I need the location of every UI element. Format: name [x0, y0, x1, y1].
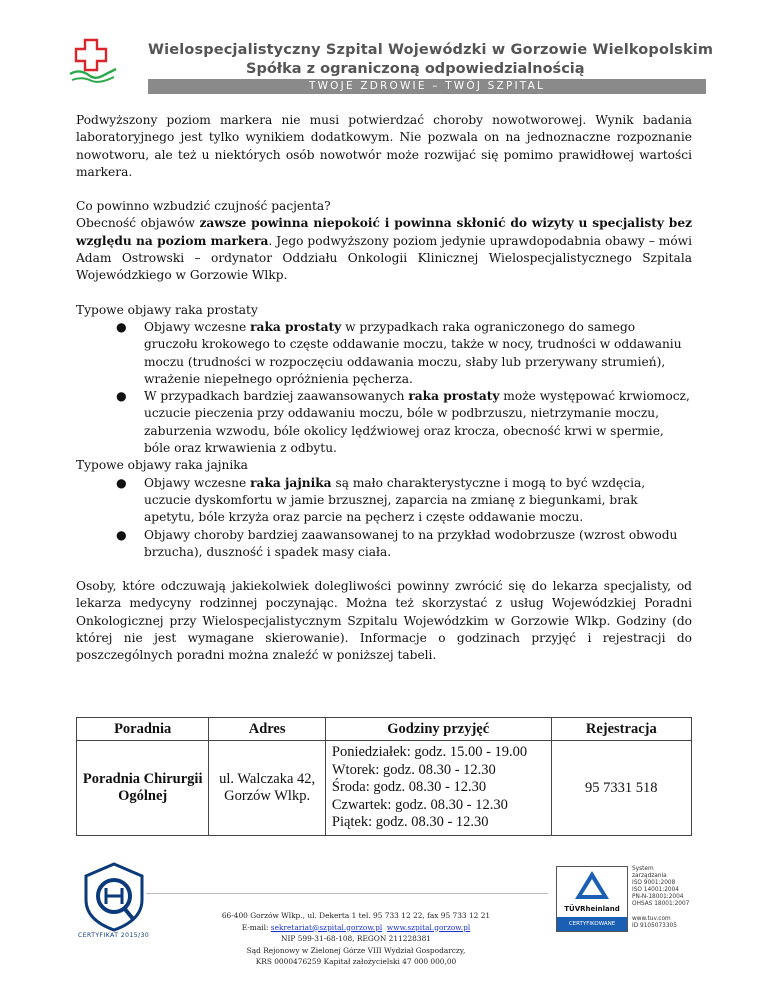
certificate-caption: CERTYFIKAT 2015/30: [78, 932, 150, 939]
article-body: [76, 112, 692, 665]
footer-divider: [146, 893, 548, 894]
bullet-icon: ●: [116, 527, 127, 542]
clinic-table: [76, 717, 692, 836]
list-item: ● Objawy wczesne raka jajnika są mało charakterystyczne i mogą to być wzdęcia, uczucie dyskomfortu w jamie brzusznej, zaparcia na zmianę z biegunkami, brak apetytu, bóle krzyża oraz parcie na pęcherz i częste oddawanie moczu.: [116, 475, 646, 525]
quality-q-icon: [74, 860, 154, 932]
website-link[interactable]: www.szpital.gorzow.pl: [386, 922, 471, 932]
column-header: Rejestracja: [551, 718, 691, 741]
letterhead: [66, 38, 714, 92]
question-heading: Co powinno wzbudzić czujność pacjenta?: [76, 199, 331, 214]
clinic-name-cell: Poradnia Chirurgii Ogólnej: [77, 741, 209, 836]
bullet-icon: ●: [116, 389, 127, 404]
hours-cell: Poniedziałek: godz. 15.00 - 19.00 Wtorek: godz. 08.30 - 12.30 Środa: godz. 08.30 - 12.30 Czwartek: godz. 08.30 - 12.30 Piątek: godz. 08.30 - 12.30: [325, 741, 551, 836]
column-header: Adres: [209, 718, 326, 741]
registration-cell: 95 7331 518: [551, 741, 691, 836]
list-item: ● Objawy choroby bardziej zaawansowanej to na przykład wodobrzusze (wzrost obwodu brzucha), duszność i spadek masy ciała.: [116, 527, 678, 559]
ovary-heading: Typowe objawy raka jajnika: [76, 458, 248, 473]
bullet-icon: ●: [116, 319, 127, 334]
table-row: [77, 741, 692, 836]
paragraph-marker: Podwyższony poziom markera nie musi potwierdzać choroby nowotworowej. Wynik badania laboratoryjnego jest tylko wynikiem dodatkowym. Nie pozwala on na jednoznaczne rozpoznanie nowotworu, ale też u niektórych osób nowotwór może rozwijać się pomimo prawidłowej wartości markera.: [76, 113, 692, 179]
paragraph-clinic-info: Osoby, które odczuwają jakiekolwiek dolegliwości powinny zwrócić się do lekarza specjalisty, od lekarza medycyny rodzinnej poczynając. Można też skorzystać z usług Wojewódzkiej Poradni Onkologicznej przy Wielospecjalistycznym Szpitalu Wojewódzkim w Gorzowie Wlkp. Godziny (do której nie jest wymagane skierowanie). Informacje o godzinach przyjęć i rejestracji do poszczególnych poradni można znaleźć w poniższej tabeli.: [76, 579, 692, 663]
tuv-certificate-info: System zarządzania ISO 9001:2008 ISO 14001:2004 PN-N-18001:2004 OHSAS 18001:2007 www.tuv.com ID 9105073305: [632, 866, 690, 929]
company-type: Spółka z ograniczoną odpowiedzialnością: [246, 61, 585, 77]
quality-certificate-logo: [74, 860, 154, 946]
tuv-triangle-icon: [557, 867, 627, 905]
prostate-list: [76, 319, 692, 457]
email-link[interactable]: sekretariat@szpital.gorzow.pl: [270, 922, 383, 932]
paragraph-symptoms: Obecność objawów zawsze powinna niepokoić i powinna skłonić do wizyty u specjalisty bez względu na poziom markera. Jego podwyższony poziom jedynie uprawdopodabnia obawy – mówi Adam Ostrowski – ordynator Oddziału Onkologii Klinicznej Wielospecjalistycznego Szpitala Wojewódzkiego w Gorzowie Wlkp.: [76, 216, 693, 283]
address-cell: ul. Walczaka 42, Gorzów Wlkp.: [209, 741, 326, 836]
prostate-heading: Typowe objawy raka prostaty: [76, 302, 258, 317]
slogan-bar: [148, 79, 706, 94]
hospital-name: Wielospecjalistyczny Szpital Wojewódzki w Gorzowie Wielkopolskim: [148, 42, 714, 58]
ovary-list: [76, 475, 692, 561]
list-item: ● W przypadkach bardziej zaawansowanych raka prostaty może występować krwiomocz, uczucie pieczenia przy oddawaniu moczu, bóle w podbrzuszu, nietrzymanie moczu, zaburzenia wzwodu, bóle okolicy lędźwiowej oraz krocza, obecność krwi w spermie, bóle oraz krwawienia z odbytu.: [116, 389, 690, 456]
medical-cross-hands-icon: [68, 38, 118, 84]
footer-address: 66-400 Gorzów Wlkp., ul. Dekerta 1 tel. 95 733 12 22, fax 95 733 12 21 E-mail: sekretariat@szpital.gorzow.pl www.szpital.gorzow.pl NIP 599-31-68-108, REGON 211228381 Sąd Rejonowy w Zielonej Górze VIII Wydział Gospodarczy, KRS 0000476259 Kapitał założycielski 47 000 000,00: [221, 911, 491, 966]
slogan: TWOJE ZDROWIE – TWÓJ SZPITAL: [308, 80, 546, 92]
list-item: ● Objawy wczesne raka prostaty w przypadkach raka ograniczonego do samego gruczołu krokowego to częste oddawanie moczu, także w nocy, trudności w oddawaniu moczu (trudności w rozpoczęciu oddawania moczu, słaby lub przerywany strumień), wrażenie niepełnego opróżnienia pęcherza.: [116, 319, 682, 386]
column-header: Godziny przyjęć: [325, 718, 551, 741]
column-header: Poradnia: [77, 718, 209, 741]
tuv-certificate-logo: TÜVRheinland CERTYFIKOWANE: [556, 866, 628, 932]
bullet-icon: ●: [116, 475, 127, 490]
